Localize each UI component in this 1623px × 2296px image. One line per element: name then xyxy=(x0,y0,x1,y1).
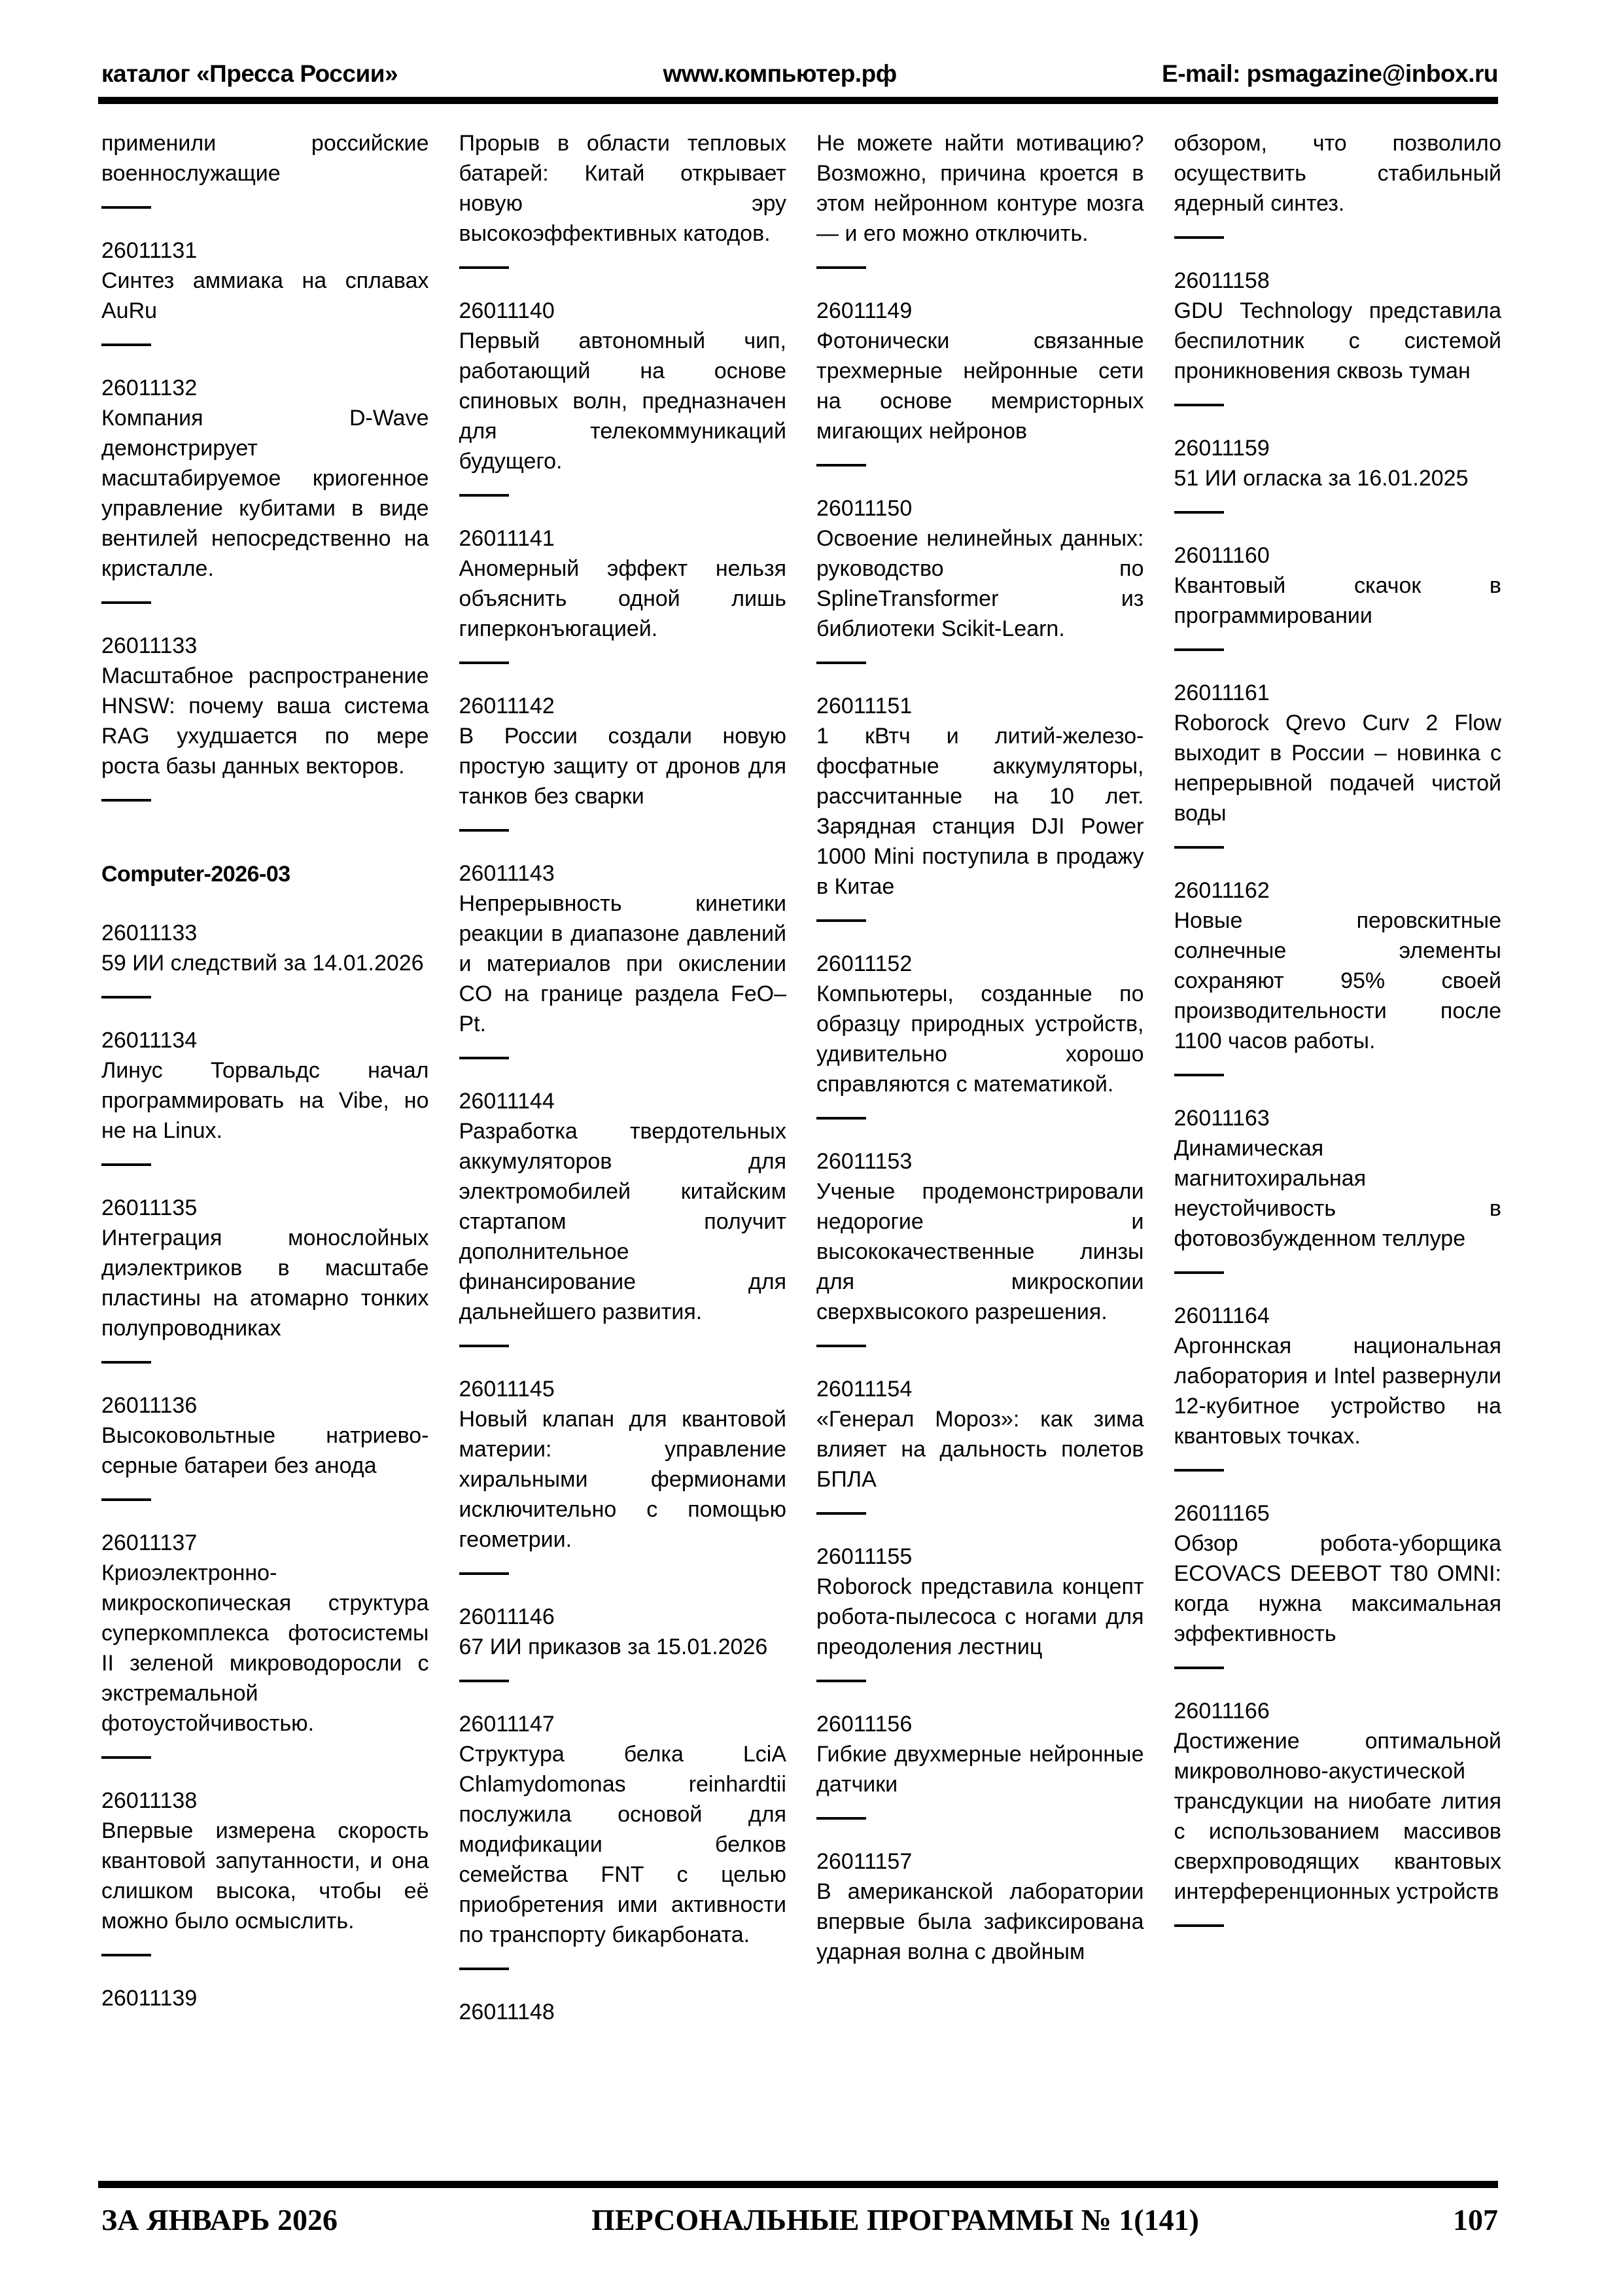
entry-separator xyxy=(459,662,509,664)
entry-id: 26011150 xyxy=(816,496,913,521)
continuation-text: Прорыв в области тепловых батарей: Китай открывает новую эру высокоэффективных катодов. xyxy=(459,131,786,246)
catalog-entry xyxy=(816,296,1144,446)
entry-id: 26011155 xyxy=(816,1544,913,1569)
catalog-entry xyxy=(101,1786,429,1936)
section-heading: Computer-2026-03 xyxy=(101,862,290,887)
entry-title: Линус Торвальдс начал программировать на Vibe, но не на Linux. xyxy=(101,1058,429,1143)
entry-separator xyxy=(101,344,151,346)
entry-id: 26011166 xyxy=(1174,1699,1270,1723)
entry-title: Фотонически связанные трехмерные нейронные сети на основе мемристорных мигающих нейронов xyxy=(816,328,1144,444)
entry-title: Синтез аммиака на сплавах AuRu xyxy=(101,268,429,323)
entry-id: 26011154 xyxy=(816,1377,913,1402)
continuation-text: применили российские военнослужащие xyxy=(101,131,429,186)
entry-id: 26011131 xyxy=(101,238,198,263)
entry-id: 26011156 xyxy=(816,1712,913,1737)
footer-issue-period: ЗА ЯНВАРЬ 2026 xyxy=(101,2203,338,2236)
entry-id: 26011138 xyxy=(101,1788,198,1813)
catalog-entry xyxy=(459,1709,787,1950)
entry-separator xyxy=(816,1117,866,1120)
catalog-entry xyxy=(459,1086,787,1327)
column-3 xyxy=(816,128,1144,2178)
entry-title: 1 кВтч и литий-железо-фосфатные аккумуляторы, рассчитанные на 10 лет. Зарядная станция DJI Power 1000 Mini поступила в продажу в Китае xyxy=(816,724,1144,899)
entry-title: Криоэлектронно-микроскопическая структура суперкомплекса фотосистемы II зеленой микроводоросли с экстремальной фотоустойчивостью. xyxy=(101,1561,429,1736)
entry-title: Квантовый скачок в программировании xyxy=(1174,573,1501,628)
catalog-entry xyxy=(816,691,1144,902)
header-rule xyxy=(98,97,1498,104)
entry-separator xyxy=(816,919,866,922)
entry-title: Высоковольтные натриево-серные батареи без анода xyxy=(101,1423,429,1478)
page-footer xyxy=(101,2202,1498,2237)
entry-id: 26011159 xyxy=(1174,436,1270,461)
entry-id: 26011133 xyxy=(101,633,198,658)
entry-id: 26011136 xyxy=(101,1393,198,1418)
entry-id: 26011164 xyxy=(1174,1303,1270,1328)
entry-separator xyxy=(459,1680,509,1682)
entry-separator xyxy=(459,1968,509,1970)
entry-separator xyxy=(459,829,509,832)
entry-separator xyxy=(101,799,151,802)
catalog-entry xyxy=(1174,875,1502,1056)
entry-separator xyxy=(816,1512,866,1515)
entry-separator xyxy=(1174,846,1224,849)
entry-id: 26011133 xyxy=(101,921,198,945)
catalog-entry xyxy=(459,1602,787,1662)
catalog-entry xyxy=(816,1146,1144,1327)
entry-id: 26011143 xyxy=(459,861,555,886)
entry-id: 26011151 xyxy=(816,694,913,718)
entry-title: Масштабное распространение HNSW: почему ваша система RAG ухудшается по мере роста базы данных векторов. xyxy=(101,663,429,779)
catalog-entry xyxy=(459,691,787,811)
entry-separator xyxy=(459,266,509,269)
entry-title: Впервые измерена скорость квантовой запутанности, и она слишком высока, чтобы её можно было осмыслить. xyxy=(101,1818,429,1934)
catalog-entry xyxy=(1174,1696,1502,1907)
entry-separator xyxy=(816,1680,866,1682)
catalog-entry xyxy=(101,373,429,584)
header-catalog-title: каталог «Пресса России» xyxy=(101,60,398,87)
entry-separator xyxy=(101,1756,151,1759)
entry-id: 26011142 xyxy=(459,694,555,718)
entry-title: Новые перовскитные солнечные элементы сохраняют 95% своей производительности после 1100 часов работы. xyxy=(1174,908,1501,1053)
entry-separator xyxy=(1174,404,1224,406)
catalog-entry xyxy=(101,1193,429,1343)
entry-id: 26011149 xyxy=(816,298,913,323)
page-header xyxy=(101,60,1498,88)
catalog-entry xyxy=(1174,678,1502,828)
entry-id: 26011135 xyxy=(101,1195,198,1220)
entry-separator xyxy=(816,464,866,467)
catalog-entry xyxy=(1174,1498,1502,1649)
footer-rule xyxy=(98,2181,1498,2188)
catalog-entry xyxy=(816,1709,1144,1799)
entry-separator xyxy=(101,601,151,604)
entry-title: Roborock Qrevo Curv 2 Flow выходит в России – новинка с непрерывной подачей чистой воды xyxy=(1174,711,1501,826)
entry-separator xyxy=(101,996,151,998)
entry-title: Структура белка LciA Chlamydomonas reinhardtii послужила основой для модификации белков семейства FNT с целью приобретения ими активности по транспорту бикарбоната. xyxy=(459,1742,786,1947)
entry-id: 26011144 xyxy=(459,1089,555,1114)
catalog-entry xyxy=(101,1983,429,2013)
entry-separator xyxy=(816,662,866,664)
column-1 xyxy=(101,128,429,2178)
catalog-entry xyxy=(816,1542,1144,1662)
catalog-entry xyxy=(459,523,787,644)
catalog-entry xyxy=(459,1374,787,1555)
entry-title: Освоение нелинейных данных: руководство по SplineTransformer из библиотеки Scikit-Learn. xyxy=(816,526,1144,641)
entry-separator xyxy=(1174,1924,1224,1927)
entry-id: 26011145 xyxy=(459,1377,555,1402)
entry-title: Аномерный эффект нельзя объяснить одной лишь гиперконъюгацией. xyxy=(459,556,786,641)
entry-title: 51 ИИ огласка за 16.01.2025 xyxy=(1174,466,1469,491)
entry-id: 26011160 xyxy=(1174,543,1270,568)
catalog-entry xyxy=(459,858,787,1039)
catalog-entry xyxy=(816,1846,1144,1967)
entry-title: Компания D-Wave демонстрирует масштабируемое криогенное управление кубитами в виде вентилей непосредственно на кристалле. xyxy=(101,406,429,581)
entry-id: 26011141 xyxy=(459,526,555,551)
entry-separator xyxy=(459,494,509,497)
catalog-entry xyxy=(101,1528,429,1739)
entry-separator xyxy=(101,1361,151,1364)
catalog-entry xyxy=(1174,433,1502,493)
catalog-entry xyxy=(101,1390,429,1481)
entry-id: 26011163 xyxy=(1174,1106,1270,1131)
entry-id: 26011147 xyxy=(459,1712,555,1737)
entry-separator xyxy=(1174,1271,1224,1274)
entry-title: Достижение оптимальной микроволново-акустической трансдукции на ниобате лития с использованием массивов сверхпроводящих квантовых интерференционных устройств xyxy=(1174,1729,1501,1904)
catalog-entry xyxy=(816,493,1144,644)
continuation-text: Не можете найти мотивацию? Возможно, причина кроется в этом нейронном контуре мозга — и его можно отключить. xyxy=(816,131,1144,246)
footer-page-number: 107 xyxy=(1452,2203,1498,2236)
entry-id: 26011132 xyxy=(101,376,198,400)
entry-separator xyxy=(101,1498,151,1501)
catalog-entry xyxy=(101,631,429,781)
entry-title: Первый автономный чип, работающий на основе спиновых волн, предназначен для телекоммуникаций будущего. xyxy=(459,328,786,474)
entry-title: Аргоннская национальная лаборатория и Intel развернули 12-кубитное устройство на квантовых точках. xyxy=(1174,1333,1501,1449)
entry-id: 26011146 xyxy=(459,1604,555,1629)
entry-separator xyxy=(101,206,151,209)
catalog-entry xyxy=(1174,1301,1502,1451)
catalog-entry xyxy=(816,1374,1144,1494)
catalog-entry xyxy=(1174,266,1502,386)
entry-title: 67 ИИ приказов за 15.01.2026 xyxy=(459,1634,768,1659)
entry-id: 26011158 xyxy=(1174,268,1270,293)
column-2 xyxy=(459,128,787,2178)
entry-id: 26011153 xyxy=(816,1149,913,1174)
entry-title: Динамическая магнитохиральная неустойчивость в фотовозбужденном теллуре xyxy=(1174,1136,1501,1251)
entry-title: Новый клапан для квантовой материи: управление хиральными фермионами исключительно с помощью геометрии. xyxy=(459,1407,786,1552)
entry-title: 59 ИИ следствий за 14.01.2026 xyxy=(101,951,424,976)
entry-separator xyxy=(1174,236,1224,239)
entry-separator xyxy=(1174,511,1224,514)
catalog-entry xyxy=(816,949,1144,1099)
entry-separator xyxy=(816,266,866,269)
entry-separator xyxy=(816,1345,866,1347)
entry-separator xyxy=(1174,1667,1224,1669)
entry-id: 26011162 xyxy=(1174,878,1270,903)
entry-id: 26011152 xyxy=(816,951,913,976)
entry-separator xyxy=(459,1345,509,1347)
footer-magazine-title: ПЕРСОНАЛЬНЫЕ ПРОГРАММЫ № 1(141) xyxy=(591,2203,1199,2236)
entry-title: Roborock представила концепт робота-пылесоса с ногами для преодоления лестниц xyxy=(816,1574,1144,1659)
catalog-entry xyxy=(459,1997,787,2027)
entry-id: 26011137 xyxy=(101,1530,198,1555)
entry-title: Ученые продемонстрировали недорогие и высококачественные линзы для микроскопии сверхвысокого разрешения. xyxy=(816,1179,1144,1324)
header-website: www.компьютер.рф xyxy=(663,60,897,87)
entry-id: 26011134 xyxy=(101,1028,198,1053)
entry-separator xyxy=(1174,648,1224,651)
entry-title: Компьютеры, созданные по образцу природных устройств, удивительно хорошо справляются с математикой. xyxy=(816,981,1144,1097)
column-4 xyxy=(1174,128,1502,2178)
entry-separator xyxy=(1174,1469,1224,1472)
entry-separator xyxy=(459,1057,509,1059)
catalog-entry xyxy=(1174,1103,1502,1254)
entry-title: «Генерал Мороз»: как зима влияет на дальность полетов БПЛА xyxy=(816,1407,1144,1492)
continuation-text: обзором, что позволило осуществить стабильный ядерный синтез. xyxy=(1174,131,1501,216)
entry-separator xyxy=(101,1163,151,1166)
columns xyxy=(101,128,1501,2178)
entry-id: 26011148 xyxy=(459,2000,555,2024)
entry-separator xyxy=(1174,1074,1224,1076)
catalog-entry xyxy=(101,236,429,326)
catalog-entry xyxy=(1174,540,1502,631)
header-email: E-mail: psmagazine@inbox.ru xyxy=(1162,60,1498,87)
catalog-entry xyxy=(459,296,787,476)
entry-title: Обзор робота-уборщика ECOVACS DEEBOT T80 OMNI: когда нужна максимальная эффективность xyxy=(1174,1531,1501,1646)
entry-separator xyxy=(101,1954,151,1956)
entry-separator xyxy=(459,1572,509,1575)
entry-title: Непрерывность кинетики реакции в диапазоне давлений и материалов при окислении CO на границе раздела FeO–Pt. xyxy=(459,891,786,1036)
entry-title: Разработка твердотельных аккумуляторов для электромобилей китайским стартапом получит дополнительное финансирование для дальнейшего развития. xyxy=(459,1119,786,1324)
entry-title: Интеграция монослойных диэлектриков в масштабе пластины на атомарно тонких полупроводниках xyxy=(101,1226,429,1341)
entry-id: 26011165 xyxy=(1174,1501,1270,1526)
entry-title: В американской лаборатории впервые была зафиксирована ударная волна с двойным xyxy=(816,1879,1144,1964)
entry-id: 26011157 xyxy=(816,1849,913,1874)
entry-title: В России создали новую простую защиту от дронов для танков без сварки xyxy=(459,724,786,809)
entry-separator xyxy=(816,1817,866,1820)
catalog-entry xyxy=(101,918,429,978)
entry-id: 26011139 xyxy=(101,1986,198,2011)
entry-id: 26011140 xyxy=(459,298,555,323)
entry-title: Гибкие двухмерные нейронные датчики xyxy=(816,1742,1144,1797)
entry-id: 26011161 xyxy=(1174,680,1270,705)
catalog-entry xyxy=(101,1025,429,1146)
entry-title: GDU Technology представила беспилотник с системой проникновения сквозь туман xyxy=(1174,298,1501,383)
